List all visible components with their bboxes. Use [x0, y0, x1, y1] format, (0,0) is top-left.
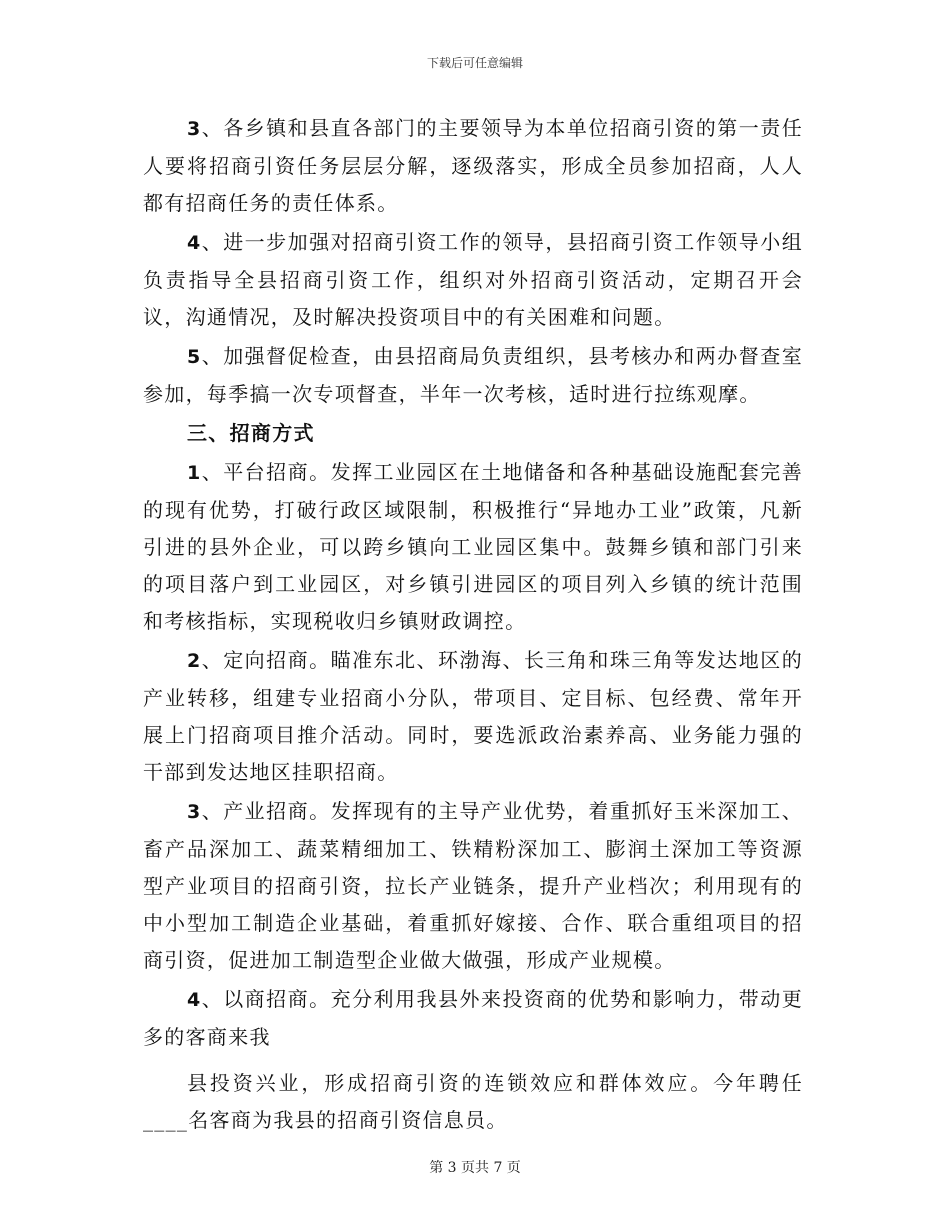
document-body: [143, 110, 803, 1139]
item-number: 5: [187, 346, 202, 368]
item-number: 1: [187, 462, 202, 484]
paragraph-text: 、平台招商。发挥工业园区在土地储备和各种基础设施配套完善的现有优势，打破行政区域限制，积极推行“异地办工业”政策，凡新引进的县外企业，可以跨乡镇向工业园区集中。鼓舞乡镇和部门引来的项目落户到工业园区，对乡镇引进园区的项目列入乡镇的统计范围和考核指标，实现税收归乡镇财政调控。: [143, 460, 803, 633]
page-footer: 第 3 页共 7 页: [429, 1160, 521, 1176]
item-number: 4: [187, 989, 202, 1011]
paragraph-item: [143, 110, 803, 222]
item-number: 4: [187, 232, 202, 254]
paragraph-text: 、各乡镇和县直各部门的主要领导为本单位招商引资的第一责任人要将招商引资任务层层分解，逐级落实，形成全员参加招商，人人都有招商任务的责任体系。: [143, 116, 803, 215]
paragraph-item: [143, 454, 803, 640]
paragraph-item: [143, 224, 803, 336]
paragraph-text: 、以商招商。充分利用我县外来投资商的优势和影响力，带动更多的客商来我: [143, 987, 803, 1049]
paragraph-item: [143, 793, 803, 979]
paragraph-text: 、定向招商。瞄准东北、环渤海、长三角和珠三角等发达地区的产业转移，组建专业招商小分队，带项目、定目标、包经费、常年开展上门招商项目推介活动。同时，要选派政治素养高、业务能力强的干部到发达地区挂职招商。: [143, 648, 803, 784]
item-number: 2: [187, 650, 202, 672]
section-heading: 三、招商方式: [187, 421, 315, 445]
continuation-paragraph: 县投资兴业，形成招商引资的连锁效应和群体效应。今年聘任____名客商为我县的招商引资信息员。: [143, 1071, 803, 1132]
item-number: 3: [187, 118, 202, 140]
paragraph-item: [143, 981, 803, 1056]
paragraph-text: 、产业招商。发挥现有的主导产业优势，着重抓好玉米深加工、畜产品深加工、蔬菜精细加工、铁精粉深加工、膨润土深加工等资源型产业项目的招商引资，拉长产业链条，提升产业档次；利用现有的中小型加工制造企业基础，着重抓好嫁接、合作、联合重组项目的招商引资，促进加工制造型企业做大做强，形成产业规模。: [143, 799, 803, 972]
paragraph-text: 、进一步加强对招商引资工作的领导，县招商引资工作领导小组负责指导全县招商引资工作，组织对外招商引资活动，定期召开会议，沟通情况，及时解决投资项目中的有关困难和问题。: [143, 230, 803, 329]
paragraph-item: [143, 642, 803, 791]
paragraph-text: 、加强督促检查，由县招商局负责组织，县考核办和两办督查室参加，每季搞一次专项督查，半年一次考核，适时进行拉练观摩。: [143, 344, 803, 406]
item-number: 3: [187, 801, 202, 823]
paragraph-item: [143, 338, 803, 413]
page-header: 下载后可任意编辑: [426, 56, 523, 70]
